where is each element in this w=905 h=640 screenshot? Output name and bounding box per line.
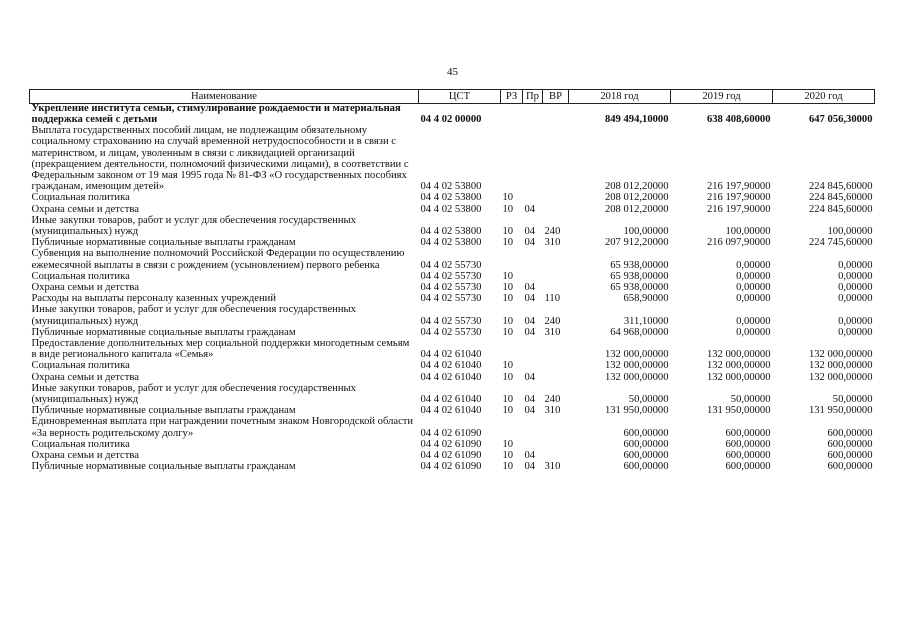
cell-code: 04 4 02 61040 <box>420 349 482 361</box>
cell-pr: 04 <box>524 405 536 417</box>
cell-rz: 10 <box>502 282 514 294</box>
cell-name: Социальная политика <box>31 192 130 204</box>
cell-pr: 04 <box>524 394 536 406</box>
cell-name: Иные закупки товаров, работ и услуг для обеспечения государственных (муниципальных) нужд <box>31 214 356 238</box>
table-row <box>30 327 875 338</box>
cell-2018: 849 494,10000 <box>604 113 669 125</box>
cell-2020: 0,00000 <box>838 270 873 282</box>
table-row <box>30 204 875 215</box>
cell-2019: 216 197,90000 <box>706 203 771 215</box>
cell-pr: 04 <box>524 450 536 462</box>
cell-name: Охрана семьи и детства <box>31 371 139 383</box>
cell-vr: 110 <box>544 293 560 305</box>
cell-vr: 240 <box>544 394 561 406</box>
cell-name: Публичные нормативные социальные выплаты гражданам <box>31 237 296 249</box>
cell-2018: 208 012,20000 <box>604 181 669 193</box>
cell-vr: 310 <box>544 405 561 417</box>
cell-name: Иные закупки товаров, работ и услуг для обеспечения государственных (муниципальных) нужд <box>31 304 356 327</box>
cell-2019: 100,00000 <box>725 226 771 238</box>
cell-2018: 65 938,00000 <box>610 270 669 282</box>
header-code: ЦСТ <box>419 90 501 104</box>
cell-2020: 600,00000 <box>827 461 873 473</box>
budget-table <box>29 89 875 472</box>
cell-pr <box>523 248 543 270</box>
cell-rz: 10 <box>502 226 514 238</box>
cell-2019: 0,00000 <box>736 270 771 282</box>
cell-2020: 224 745,60000 <box>808 237 873 249</box>
cell-rz: 10 <box>502 326 514 338</box>
cell-2020: 647 056,30000 <box>808 113 873 125</box>
cell-2019: 216 097,90000 <box>706 237 771 249</box>
table-row <box>30 237 875 248</box>
cell-rz: 10 <box>502 293 514 305</box>
cell-2018: 132 000,00000 <box>604 360 669 372</box>
cell-code: 04 4 02 61040 <box>420 405 482 417</box>
cell-vr <box>543 104 569 126</box>
cell-code: 04 4 02 53800 <box>420 237 482 249</box>
table-row <box>30 192 875 203</box>
cell-code: 04 4 02 53800 <box>420 181 482 193</box>
cell-code: 04 4 02 55730 <box>420 326 482 338</box>
table-row <box>30 439 875 450</box>
cell-2020: 0,00000 <box>838 326 873 338</box>
cell-2018: 600,00000 <box>623 427 669 439</box>
cell-2018: 311,10000 <box>623 315 669 327</box>
cell-2020: 50,00000 <box>832 394 873 406</box>
cell-rz: 10 <box>502 394 514 406</box>
cell-rz: 10 <box>502 237 514 249</box>
cell-2018: 50,00000 <box>628 394 669 406</box>
cell-vr <box>543 248 569 270</box>
cell-2018: 600,00000 <box>623 438 669 450</box>
cell-rz: 10 <box>502 315 514 327</box>
cell-vr <box>543 372 569 383</box>
cell-pr: 04 <box>524 282 536 294</box>
cell-code: 04 4 02 55730 <box>420 315 482 327</box>
cell-vr: 240 <box>544 315 561 327</box>
cell-2020: 224 845,60000 <box>808 203 873 215</box>
cell-code: 04 4 02 55730 <box>420 282 482 294</box>
cell-code: 04 4 02 53800 <box>420 192 482 204</box>
cell-code: 04 4 02 55730 <box>420 259 482 271</box>
cell-2019: 0,00000 <box>736 326 771 338</box>
cell-vr: 310 <box>544 326 561 338</box>
table-row <box>30 383 875 405</box>
table-row <box>30 248 875 270</box>
header-2018: 2018 год <box>569 90 671 104</box>
table-row <box>30 372 875 383</box>
cell-code: 04 4 02 53800 <box>420 226 482 238</box>
cell-2019: 0,00000 <box>736 293 771 305</box>
cell-rz <box>501 248 523 270</box>
table-row <box>30 271 875 282</box>
cell-2019: 0,00000 <box>736 259 771 271</box>
cell-code: 04 4 02 53800 <box>420 203 482 215</box>
cell-vr <box>543 204 569 215</box>
cell-rz: 10 <box>502 450 514 462</box>
cell-2019: 131 950,00000 <box>706 405 771 417</box>
cell-vr <box>543 282 569 293</box>
cell-2020: 224 845,60000 <box>808 192 873 204</box>
cell-2019: 600,00000 <box>725 450 771 462</box>
table-row <box>30 461 875 472</box>
header-name: Наименование <box>30 90 419 104</box>
cell-code: 04 4 02 61090 <box>420 438 482 450</box>
cell-name: Единовременная выплата при награждении почетным знаком Новгородской области «За верность родительскому долгу» <box>31 416 414 439</box>
cell-rz: 10 <box>502 405 514 417</box>
cell-2020: 600,00000 <box>827 427 873 439</box>
cell-pr <box>523 192 543 203</box>
cell-code: 04 4 02 61040 <box>420 371 482 383</box>
cell-vr: 240 <box>544 226 561 238</box>
table-row <box>30 405 875 416</box>
cell-pr: 04 <box>524 461 536 473</box>
cell-rz: 10 <box>502 192 514 204</box>
cell-2019: 216 197,90000 <box>706 192 771 204</box>
cell-rz: 10 <box>502 438 514 450</box>
cell-2020: 132 000,00000 <box>808 360 873 372</box>
header-2020: 2020 год <box>773 90 875 104</box>
table-row <box>30 104 875 126</box>
cell-name: Предоставление дополнительных мер социальной поддержки многодетным семьям в виде регионального капитала «Семья» <box>31 338 410 361</box>
cell-2019: 0,00000 <box>736 315 771 327</box>
cell-rz <box>501 104 523 126</box>
cell-pr: 04 <box>524 203 536 215</box>
cell-2020: 132 000,00000 <box>808 371 873 383</box>
cell-2018: 132 000,00000 <box>604 371 669 383</box>
cell-name: Социальная политика <box>31 270 130 282</box>
cell-vr: 310 <box>544 461 561 473</box>
cell-2019: 50,00000 <box>730 394 771 406</box>
table-row <box>30 416 875 438</box>
table-row <box>30 215 875 237</box>
table-row <box>30 293 875 304</box>
cell-2020: 224 845,60000 <box>808 181 873 193</box>
cell-code: 04 4 02 61090 <box>420 450 482 462</box>
cell-2019: 216 197,90000 <box>706 181 771 193</box>
cell-name: Выплата государственных пособий лицам, не подлежащим обязательному социальному страхованию на случай временной нетрудоспособности и в связи с материнством, и лицам, уволенным в связи с ликвидацией организаций (прекращением деятельности, полномочий физическими лицами), в соответствии с Федеральным законом от 19 мая 1995 года № 81-ФЗ «О государственных пособиях гражданам, имеющим детей» <box>31 125 409 193</box>
cell-rz: 10 <box>502 360 514 372</box>
cell-code: 04 4 02 61040 <box>420 394 482 406</box>
cell-2020: 600,00000 <box>827 450 873 462</box>
cell-pr <box>523 338 543 360</box>
cell-pr <box>523 360 543 371</box>
cell-rz <box>501 125 523 192</box>
cell-vr <box>543 338 569 360</box>
cell-pr <box>523 416 543 438</box>
cell-pr <box>523 271 543 282</box>
cell-vr <box>543 192 569 203</box>
cell-vr <box>543 416 569 438</box>
cell-2020: 600,00000 <box>827 438 873 450</box>
cell-2020: 0,00000 <box>838 315 873 327</box>
cell-name: Публичные нормативные социальные выплаты гражданам <box>31 461 296 473</box>
cell-pr: 04 <box>524 226 536 238</box>
cell-pr <box>523 104 543 126</box>
cell-name: Охрана семьи и детства <box>31 450 139 462</box>
cell-2018: 207 912,20000 <box>604 237 669 249</box>
cell-vr <box>543 125 569 192</box>
cell-code: 04 4 02 55730 <box>420 270 482 282</box>
table-header-row <box>30 90 875 104</box>
cell-rz: 10 <box>502 371 514 383</box>
cell-2020: 100,00000 <box>827 226 873 238</box>
cell-2018: 208 012,20000 <box>604 203 669 215</box>
table-row <box>30 304 875 326</box>
cell-2020: 131 950,00000 <box>808 405 873 417</box>
cell-name: Публичные нормативные социальные выплаты гражданам <box>31 405 296 417</box>
header-vr: ВР <box>543 90 569 104</box>
table-row <box>30 125 875 192</box>
cell-vr <box>543 450 569 461</box>
cell-2019: 132 000,00000 <box>706 360 771 372</box>
cell-2019: 638 408,60000 <box>706 113 771 125</box>
cell-2020: 0,00000 <box>838 293 873 305</box>
cell-name: Социальная политика <box>31 438 130 450</box>
table-row <box>30 282 875 293</box>
cell-pr: 04 <box>524 371 536 383</box>
cell-vr <box>543 360 569 371</box>
cell-code: 04 4 02 00000 <box>420 113 482 125</box>
cell-pr <box>523 125 543 192</box>
header-pr: Пр <box>523 90 543 104</box>
cell-pr: 04 <box>524 293 536 305</box>
cell-2018: 64 968,00000 <box>610 326 669 338</box>
cell-name: Охрана семьи и детства <box>31 203 139 215</box>
table-row <box>30 360 875 371</box>
cell-code: 04 4 02 61090 <box>420 427 482 439</box>
cell-vr <box>543 271 569 282</box>
cell-2019: 600,00000 <box>725 461 771 473</box>
cell-pr: 04 <box>524 237 536 249</box>
cell-code: 04 4 02 55730 <box>420 293 482 305</box>
cell-name: Иные закупки товаров, работ и услуг для обеспечения государственных (муниципальных) нужд <box>31 382 356 406</box>
header-2019: 2019 год <box>671 90 773 104</box>
cell-2018: 132 000,00000 <box>604 349 669 361</box>
cell-code: 04 4 02 61040 <box>420 360 482 372</box>
cell-pr: 04 <box>524 315 536 327</box>
cell-2019: 132 000,00000 <box>706 349 771 361</box>
cell-2020: 0,00000 <box>838 282 873 294</box>
cell-2019: 600,00000 <box>725 438 771 450</box>
cell-rz <box>501 416 523 438</box>
cell-2019: 132 000,00000 <box>706 371 771 383</box>
cell-2018: 65 938,00000 <box>610 259 669 271</box>
cell-2019: 0,00000 <box>736 282 771 294</box>
cell-name: Расходы на выплаты персоналу казенных учреждений <box>31 293 276 305</box>
cell-pr <box>523 439 543 450</box>
cell-2018: 600,00000 <box>623 461 669 473</box>
cell-name: Публичные нормативные социальные выплаты гражданам <box>31 326 296 338</box>
cell-name: Охрана семьи и детства <box>31 282 139 294</box>
cell-name: Субвенция на выполнение полномочий Российской Федерации по осуществлению ежемесячной выплаты в связи с рождением (усыновлением) первого ребенка <box>31 248 405 271</box>
cell-2020: 0,00000 <box>838 259 873 271</box>
cell-2018: 100,00000 <box>623 226 669 238</box>
cell-2018: 131 950,00000 <box>604 405 669 417</box>
table-row <box>30 450 875 461</box>
cell-rz: 10 <box>502 461 514 473</box>
cell-2020: 132 000,00000 <box>808 349 873 361</box>
cell-vr <box>543 439 569 450</box>
cell-2019: 600,00000 <box>725 427 771 439</box>
cell-vr: 310 <box>544 237 561 249</box>
table-body <box>30 104 875 473</box>
cell-rz <box>501 338 523 360</box>
cell-pr: 04 <box>524 326 536 338</box>
header-rz: РЗ <box>501 90 523 104</box>
table-row <box>30 338 875 360</box>
cell-rz: 10 <box>502 270 514 282</box>
cell-name: Укрепление института семьи, стимулирование рождаемости и материальная поддержка семей с детьми <box>31 103 401 125</box>
cell-code: 04 4 02 61090 <box>420 461 482 473</box>
cell-2018: 65 938,00000 <box>610 282 669 294</box>
page-number: 45 <box>447 66 458 78</box>
cell-2018: 600,00000 <box>623 450 669 462</box>
cell-rz: 10 <box>502 203 514 215</box>
cell-2018: 658,90000 <box>623 293 669 305</box>
cell-name: Социальная политика <box>31 360 130 372</box>
cell-2018: 208 012,20000 <box>604 192 669 204</box>
